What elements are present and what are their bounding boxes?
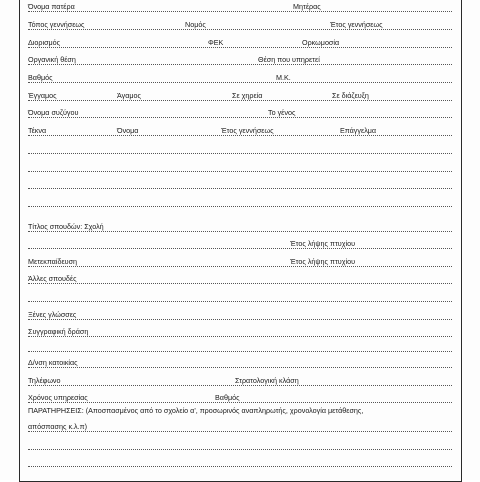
dotted-line: [28, 319, 452, 320]
fek-label: ΦΕΚ: [208, 38, 224, 47]
languages-label: Ξένες γλώσσες: [28, 310, 77, 319]
dotted-line: [28, 171, 452, 172]
blank-line[interactable]: [28, 177, 452, 191]
blank-line[interactable]: [28, 195, 452, 209]
marital-status-line[interactable]: [28, 89, 452, 103]
single-label: Άγαμος: [117, 91, 142, 100]
dotted-line: [28, 47, 452, 48]
writing-label: Συγγραφική δράση: [28, 327, 89, 336]
child-birth-year-label: Έτος γεννήσεως: [221, 126, 274, 135]
dotted-line: [28, 153, 452, 154]
dotted-line: [28, 82, 452, 83]
blank-line[interactable]: [28, 160, 452, 174]
degree-year-label: Έτος λήψης πτυχίου: [290, 239, 356, 248]
dotted-line: [28, 367, 452, 368]
blank-line[interactable]: [28, 142, 452, 156]
dotted-line: [28, 431, 452, 432]
dotted-line: [28, 301, 452, 302]
postgrad-line[interactable]: [28, 255, 452, 269]
grade-label: Βαθμός: [28, 73, 53, 82]
dotted-line: [28, 283, 452, 284]
organic-position-label: Οργανική θέση: [28, 55, 76, 64]
postgrad-label: Μετεκπαίδευση: [28, 257, 78, 266]
dotted-line: [28, 449, 452, 450]
children-line[interactable]: [28, 124, 452, 138]
dotted-line: [28, 206, 452, 207]
dotted-line: [28, 29, 452, 30]
grade-line[interactable]: [28, 71, 452, 85]
dotted-line: [28, 336, 452, 337]
dotted-line: [28, 266, 452, 267]
dotted-line: [28, 117, 452, 118]
blank-line[interactable]: [28, 455, 452, 469]
dotted-line: [28, 248, 452, 249]
dotted-line: [28, 11, 452, 12]
remarks-line1: ΠΑΡΑΤΗΡΗΣΕΙΣ: (Αποσπασμένος από το σχολείο α', προσωρινός αναπληρωτής, χρονολογία μετάθεσης,: [28, 406, 364, 415]
dotted-line: [28, 135, 452, 136]
position-line[interactable]: [28, 53, 452, 67]
dotted-line: [28, 466, 452, 467]
mother-label: Μητέρας: [293, 2, 321, 11]
degree-title-label: Τίτλος σπουδών: Σχολή: [28, 222, 104, 231]
dotted-line: [28, 231, 452, 232]
languages-line[interactable]: [28, 308, 452, 322]
service-grade-label: Βαθμός: [215, 393, 240, 402]
writing-line[interactable]: [28, 325, 452, 339]
address-line[interactable]: [28, 356, 452, 370]
dotted-line: [28, 100, 452, 101]
degree-line[interactable]: [28, 220, 452, 234]
widowed-label: Σε χηρεία: [232, 91, 263, 100]
remarks-heading: [28, 403, 452, 418]
other-studies-line[interactable]: [28, 272, 452, 286]
dotted-line: [28, 351, 452, 352]
postgrad-year-label: Έτος λήψης πτυχίου: [290, 257, 356, 266]
dotted-line: [28, 385, 452, 386]
prefecture-label: Νομός: [185, 20, 206, 29]
maiden-name-label: Το γένος: [268, 108, 296, 117]
spouse-line[interactable]: [28, 106, 452, 120]
married-label: Έγγαμος: [28, 91, 57, 100]
blank-line[interactable]: [28, 438, 452, 452]
spouse-name-label: Όνομα συζύγου: [28, 108, 79, 117]
other-studies-label: Άλλες σπουδές: [28, 274, 77, 283]
birth-year-label: Έτος γεννήσεως: [330, 20, 383, 29]
phone-line[interactable]: [28, 374, 452, 388]
mk-label: Μ.Κ.: [276, 73, 291, 82]
divorced-label: Σε διάζευξη: [332, 91, 369, 100]
appointment-label: Διορισμός: [28, 38, 61, 47]
appointment-line[interactable]: [28, 36, 452, 50]
blank-line[interactable]: [28, 340, 452, 354]
service-time-label: Χρόνος υπηρεσίας: [28, 393, 88, 402]
degree-year-line[interactable]: [28, 237, 452, 251]
military-class-label: Στρατολογική κλάση: [235, 376, 299, 385]
remarks-line2-row[interactable]: [28, 420, 452, 434]
birth-line[interactable]: [28, 18, 452, 32]
phone-label: Τηλέφωνο: [28, 376, 61, 385]
profession-label: Επάγγελμα: [340, 126, 377, 135]
oath-label: Ορκωμοσία: [302, 38, 340, 47]
blank-line[interactable]: [28, 290, 452, 304]
children-label: Τέκνα: [28, 126, 47, 135]
child-name-label: Όνομα: [117, 126, 139, 135]
dotted-line: [28, 188, 452, 189]
father-mother-line[interactable]: [28, 0, 452, 14]
dotted-line: [28, 64, 452, 65]
serving-position-label: Θέση που υπηρετεί: [258, 55, 320, 64]
address-label: Δ/νση κατοικίας: [28, 358, 78, 367]
remarks-line2: απόσπασης κ.λ.π): [28, 422, 87, 431]
father-name-label: Όνομα πατέρα: [28, 2, 75, 11]
birthplace-label: Τόπος γεννήσεως: [28, 20, 85, 29]
